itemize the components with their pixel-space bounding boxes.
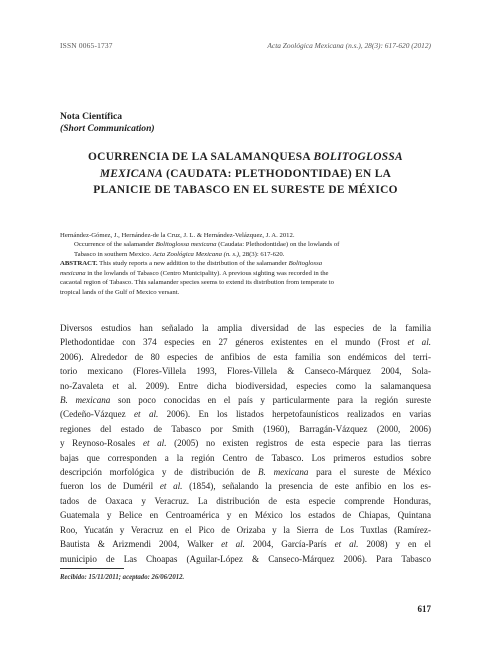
page-number: 617 bbox=[417, 604, 431, 614]
section-label: Nota Científica bbox=[60, 111, 123, 122]
body-line: bajas que corresponden a la región Centro de Tabasco. Los primeros estudios sobre bbox=[60, 452, 431, 463]
journal-reference: Acta Zoológica Mexicana (n.s.), 28(3): 617-620 (2012) bbox=[267, 41, 431, 50]
abstract-line2: mexicana in the lowlands of Tabasco (Centro Municipality). A previous sighting was recorded in the bbox=[60, 269, 329, 277]
body-line: fueron los de Duméril et al. (1854), señalando la presencia de este anfibio en los es- bbox=[60, 481, 431, 492]
body-line: Roo, Yucatán y Veracruz en el Pico de Orizaba y la Sierra de Los Tuxtlas (Ramírez- bbox=[60, 524, 431, 535]
body-line: tados de Oaxaca y Veracruz. La distribución de esta especie comprende Honduras, bbox=[60, 495, 431, 506]
body-line: Bautista & Arizmendi 2004, Walker et al. 2004, García-París et al. 2008) y en el bbox=[60, 539, 431, 550]
footnote-rule bbox=[60, 568, 124, 569]
citation-abstract-block bbox=[60, 231, 431, 297]
citation-authors: Hernández-Gómez, J., Hernández-de la Cruz, J. L. & Hernández-Velázquez, J. A. 2012. bbox=[60, 232, 295, 239]
abstract-line1: ABSTRACT. This study reports a new addition to the distribution of the salamander Bolitoglossa bbox=[60, 260, 323, 268]
body-line: 2006). Alrededor de 80 especies de anfibios de esta familia son endémicos del terri- bbox=[60, 351, 431, 362]
body-line: descripción morfológica y de distribución de B. mexicana para el sureste de México bbox=[60, 467, 431, 478]
body-line: (Cedeño-Vázquez et al. 2006). En los listados herpetofaunísticos realizados en varias bbox=[60, 409, 431, 420]
article-body bbox=[60, 321, 431, 566]
article-title bbox=[60, 149, 431, 199]
body-line: B. mexicana son poco conocidas en el país y particularmente para la región sureste bbox=[60, 395, 431, 406]
body-line: municipio de Las Choapas (Aguilar-López & Canseco-Márquez 2006). Para Tabasco bbox=[60, 553, 431, 564]
body-line: torio mexicano (Flores-Villela 1993, Flores-Villela & Canseco-Márquez 2004, Sola- bbox=[60, 366, 431, 377]
section-sublabel: (Short Communication) bbox=[60, 122, 155, 134]
body-line: Plethodontidae con 374 especies en 27 géneros existentes en el mundo (Frost et al. bbox=[60, 337, 431, 348]
abstract-line3: cacaotal region of Tabasco. This salamander species seems to extend its distribution from temperate to bbox=[60, 279, 334, 287]
title-line3: PLANICIE DE TABASCO EN EL SURESTE DE MÉXICO bbox=[93, 184, 398, 196]
citation-line2: Occurrence of the salamander Bolitoglossa mexicana (Caudata: Plethodontidae) on the lowlands of bbox=[74, 241, 340, 249]
body-line: Diversos estudios han señalado la amplia diversidad de las especies de la familia bbox=[60, 323, 431, 333]
section-heading bbox=[60, 111, 155, 134]
abstract-line4: tropical lands of the Gulf of Mexico versant. bbox=[60, 288, 180, 296]
title-line1: OCURRENCIA DE LA SALAMANQUESA bbox=[88, 151, 314, 163]
title-species: MEXICANA bbox=[99, 167, 164, 180]
issn-label: ISSN 0065-1737 bbox=[60, 41, 113, 50]
citation-line3: Tabasco in southern Mexico. Acta Zoológica Mexicana (n. s.), 28(3): 617-620. bbox=[74, 250, 285, 258]
title-line2: (CAUDATA: PLETHODONTIDAE) EN LA bbox=[163, 167, 392, 180]
footnote-dates: Recibido: 15/11/2011; aceptado: 26/06/2012. bbox=[60, 574, 185, 581]
body-line: no-Zavaleta et al. 2009). Entre dicha biodiversidad, especies como la salamanquesa bbox=[60, 380, 431, 391]
body-line: regiones del estado de Tabasco por Smith (1960), Barragán-Vázquez (2000, 2006) bbox=[60, 423, 431, 434]
body-line: y Reynoso-Rosales et al. (2005) no existen registros de esta especie para las tierras bbox=[60, 438, 431, 449]
body-line: Guatemala y Belice en Centroamérica y en México los estados de Chiapas, Quintana bbox=[60, 510, 431, 521]
title-genus: BOLITOGLOSSA bbox=[313, 151, 403, 163]
abstract-label: ABSTRACT. bbox=[60, 260, 98, 268]
